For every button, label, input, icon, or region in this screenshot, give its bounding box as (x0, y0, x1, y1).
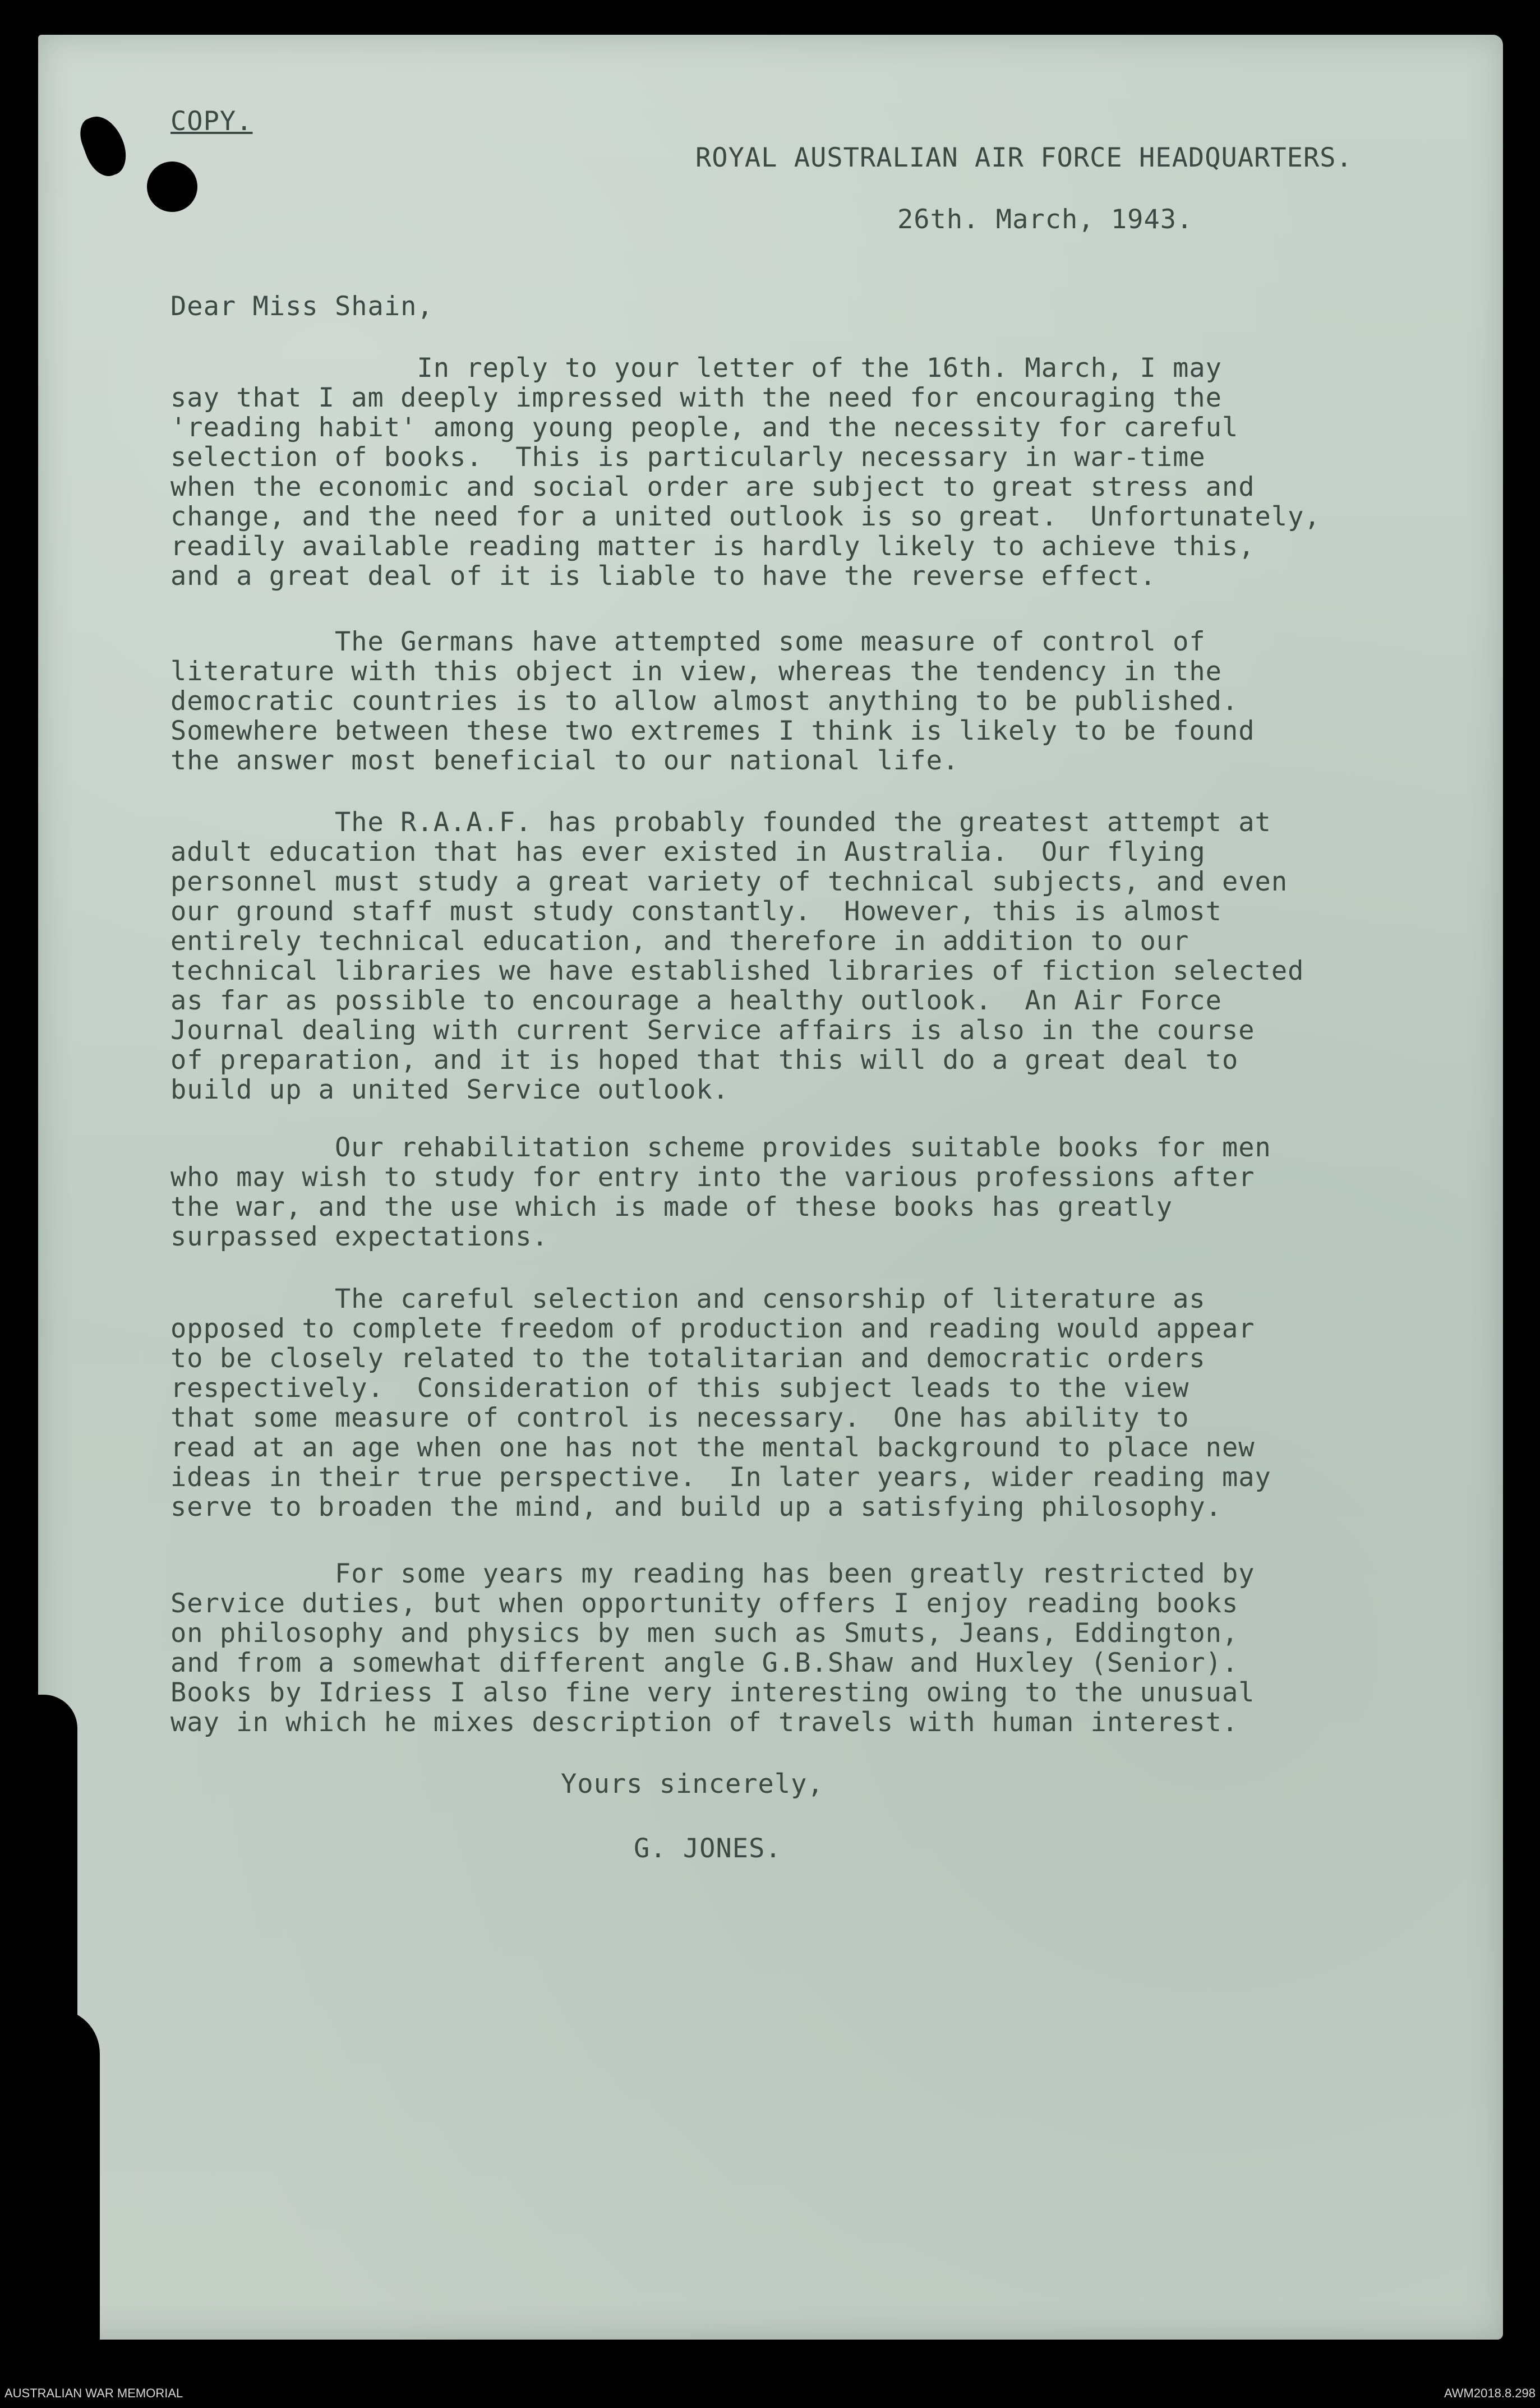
paragraph: Our rehabilitation scheme provides suitable books for men who may wish to study for entry into the various professions after the war, and the use which is made of these books has greatly surpassed expectations. (170, 1132, 1271, 1252)
paragraph: For some years my reading has been greatly restricted by Service duties, but when opportunity offers I enjoy reading books on philosophy and physics by men such as Smuts, Jeans, Eddington, and from a somewhat different angle G.B.Shaw and Huxley (Senior). Books by Idriess I also fine very interesting owing to the unusual way in which he mixes description of travels with human interest. (170, 1558, 1255, 1738)
footer-credit: AUSTRALIAN WAR MEMORIAL (4, 2386, 183, 2400)
closing: Yours sincerely, (561, 1769, 824, 1800)
paragraph: The careful selection and censorship of literature as opposed to complete freedom of production and reading would appear to be closely related to the totalitarian and democratic orders respectively. Consideration of this subject leads to the view that some measure of control is necessary. One has ability to read at an age when one has not the mental background to place new ideas in their true perspective. In later years, wider reading may serve to broaden the mind, and build up a satisfying philosophy. (170, 1284, 1271, 1523)
copy-mark: COPY. (170, 106, 253, 137)
letterhead-organisation: ROYAL AUSTRALIAN AIR FORCE HEADQUARTERS. (695, 142, 1353, 173)
signature: G. JONES. (634, 1833, 782, 1864)
footer-reference: AWM2018.8.298 (1444, 2386, 1536, 2400)
salutation: Dear Miss Shain, (170, 291, 434, 322)
torn-edge (33, 2009, 100, 2345)
torn-edge (33, 1695, 77, 2042)
paragraph: The R.A.A.F. has probably founded the greatest attempt at adult education that has ever existed in Australia. Our flying personnel must study a great variety of technical subjects, and even our ground staff must study constantly. However, this is almost entirely technical education, and therefore in addition to our technical libraries we have established libraries of fiction selected as far as possible to encourage a healthy outlook. An Air Force Journal dealing with current Service affairs is also in the course of preparation, and it is hoped that this will do a great deal to build up a united Service outlook. (170, 807, 1304, 1105)
paragraph: The Germans have attempted some measure of control of literature with this object in view, whereas the tendency in the democratic countries is to allow almost anything to be published. Somewhere between these two extremes I think is likely to be found the answer most beneficial to our national life. (170, 626, 1255, 776)
paragraph: In reply to your letter of the 16th. March, I may say that I am deeply impressed with the need for encouraging the 'reading habit' among young people, and the necessity for careful selection of books. This is particularly necessary in war-time when the economic and social order are subject to great stress and change, and the need for a united outlook is so great. Unfortunately, readily available reading matter is hardly likely to achieve this, and a great deal of it is liable to have the reverse effect. (170, 353, 1321, 592)
letter-date: 26th. March, 1943. (897, 204, 1193, 235)
punch-hole (147, 162, 197, 212)
